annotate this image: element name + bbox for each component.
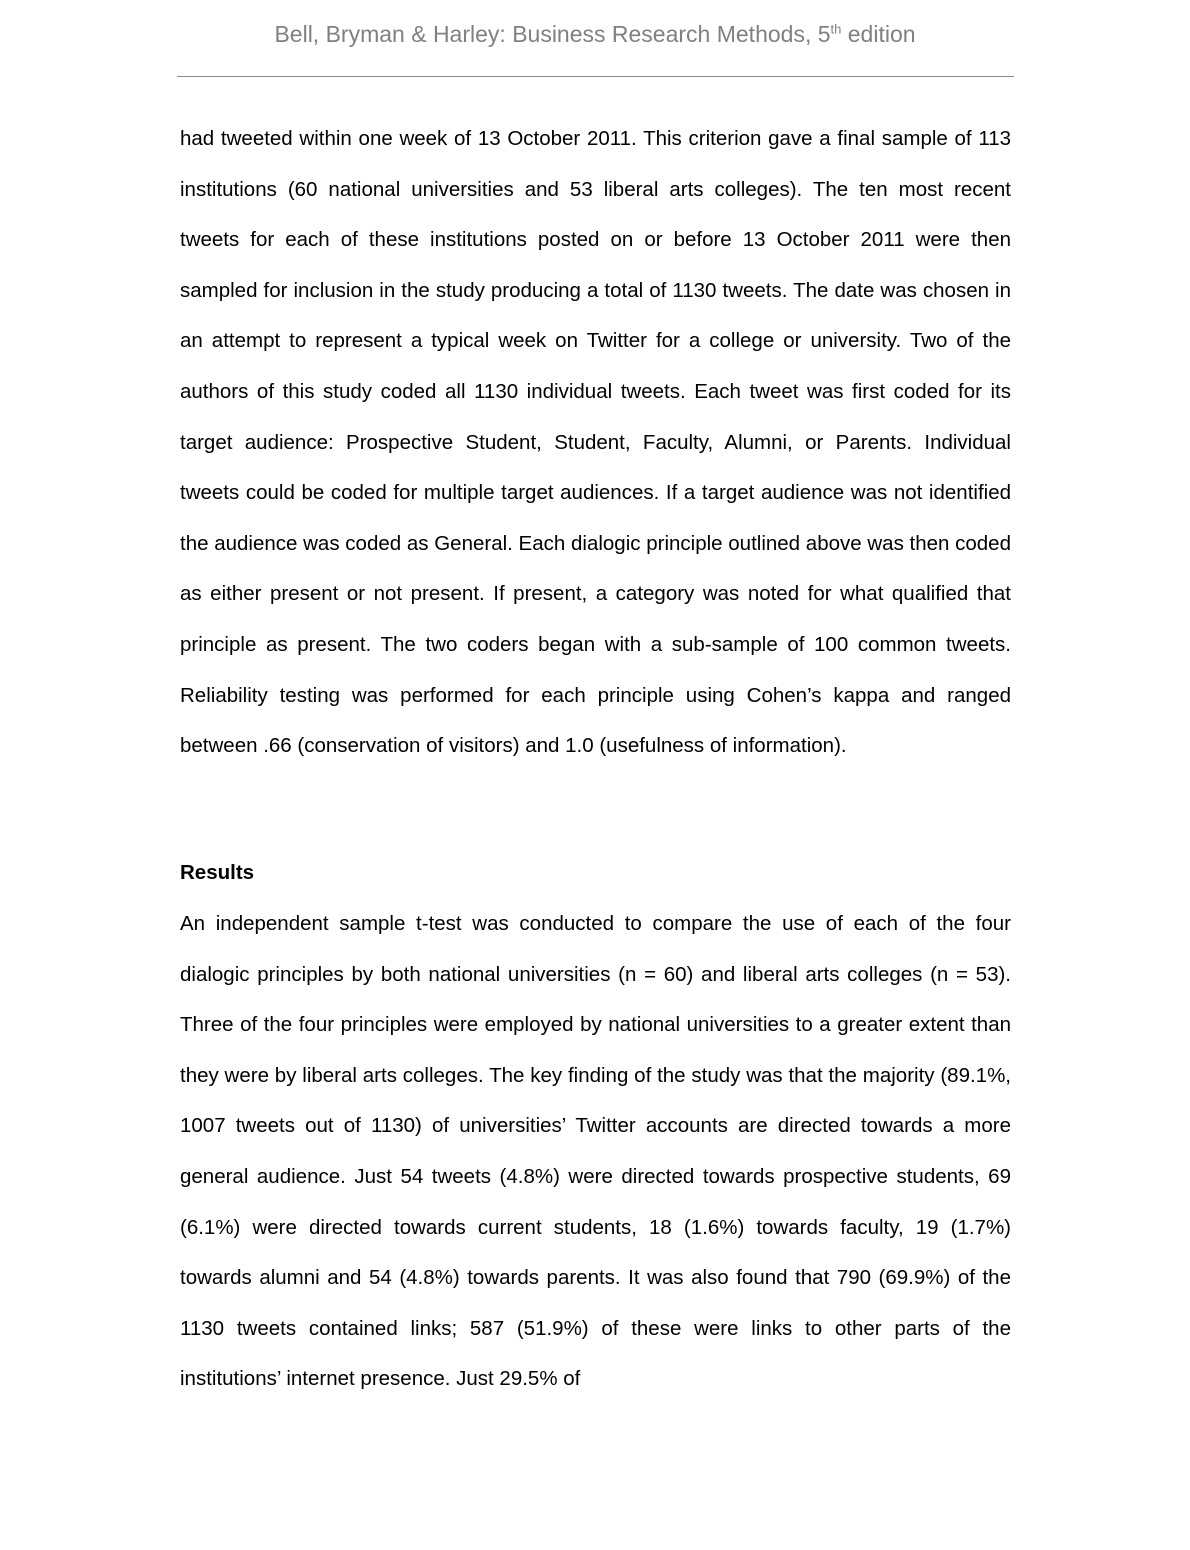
running-header: [0, 18, 1190, 50]
edition-superscript: th: [830, 21, 842, 37]
header-divider: [177, 76, 1014, 77]
body-paragraph-method: had tweeted within one week of 13 October 2011. This criterion gave a final sample of 113 institutions (60 national universities and 53 liberal arts colleges). The ten most recent tweets for each of these institutions posted on or before 13 October 2011 were then sampled for inclusion in the study producing a total of 1130 tweets. The date was chosen in an attempt to represent a typical week on Twitter for a college or university. Two of the authors of this study coded all 1130 individual tweets. Each tweet was first coded for its target audience: Prospective Student, Student, Faculty, Alumni, or Parents. Individual tweets could be coded for multiple target audiences. If a target audience was not identified the audience was coded as General. Each dialogic principle outlined above was then coded as either present or not present. If present, a category was noted for what qualified that principle as present. The two coders began with a sub-sample of 100 common tweets. Reliability testing was performed for each principle using Cohen’s kappa and ranged between .66 (conservation of visitors) and 1.0 (usefulness of information).: [180, 127, 1011, 758]
body-paragraph-results: An independent sample t-test was conducted to compare the use of each of the four dialogic principles by both national universities (n = 60) and liberal arts colleges (n = 53). Three of the four principles were employed by national universities to a greater extent than they were by liberal arts colleges. The key finding of the study was that the majority (89.1%, 1007 tweets out of 1130) of universities’ Twitter accounts are directed towards a more general audience. Just 54 tweets (4.8%) were directed towards prospective students, 69 (6.1%) were directed towards current students, 18 (1.6%) towards faculty, 19 (1.7%) towards alumni and 54 (4.8%) towards parents. It was also found that 790 (69.9%) of the 1130 tweets contained links; 587 (51.9%) of these were links to other parts of the institutions’ internet presence. Just 29.5% of: [180, 912, 1011, 1391]
section-heading-results: Results: [180, 861, 255, 884]
running-header-title: Bell, Bryman & Harley: Business Research Methods, 5: [274, 21, 831, 47]
running-header-edition: edition: [841, 21, 916, 47]
